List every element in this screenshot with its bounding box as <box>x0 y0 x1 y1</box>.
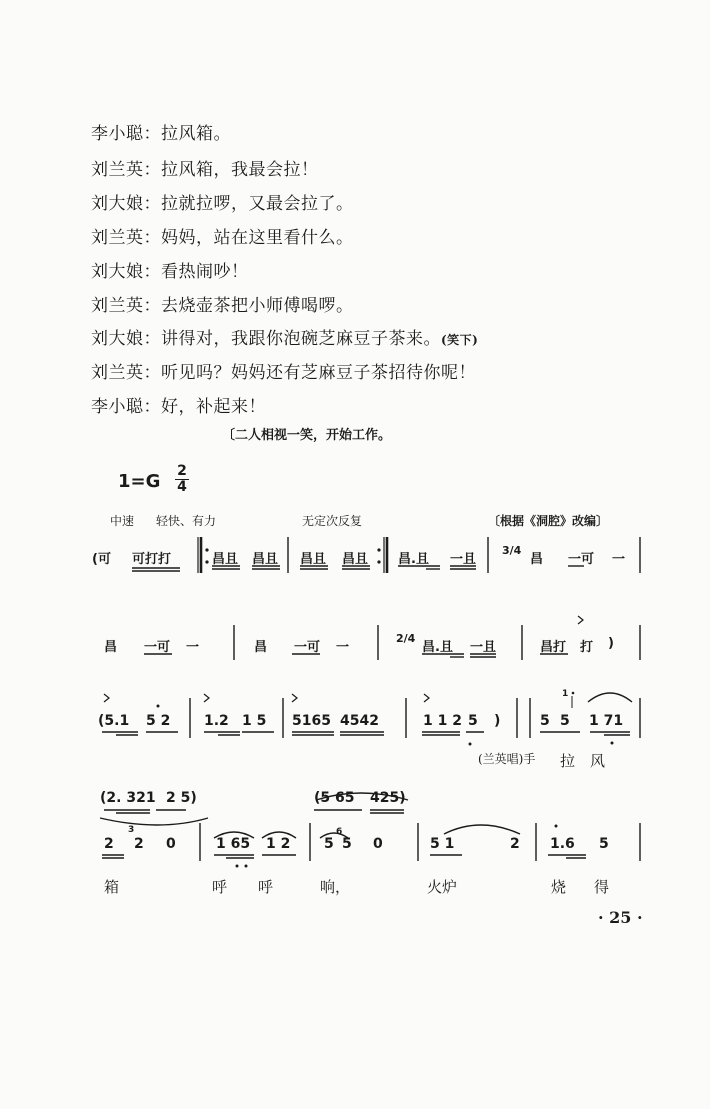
colon: ： <box>143 397 161 417</box>
speaker: 刘兰英 <box>91 160 144 180</box>
key-signature: 1=G <box>118 471 161 492</box>
svg-text:1: 1 <box>562 689 569 699</box>
notation-token: 5 1 <box>430 836 455 852</box>
notation-token: 5 2 <box>146 713 171 729</box>
source-note: 〔根据《洞腔》改编〕 <box>488 514 609 528</box>
notation-token: (5.1 <box>98 713 130 729</box>
notation-token: 1.6 <box>550 836 575 852</box>
accents-row-3 <box>104 692 632 746</box>
meter-change: 3/4 <box>502 544 522 557</box>
notation-token: 1.2 <box>204 713 229 729</box>
svg-text:3: 3 <box>128 825 135 835</box>
notation-token: 4542 <box>340 713 379 729</box>
speaker: 刘兰英 <box>91 228 144 248</box>
notation-token: (可 <box>92 552 111 567</box>
notation-token: 昌 <box>530 552 544 567</box>
colon: ： <box>143 160 161 180</box>
notation-token: (2. 321 <box>100 790 156 806</box>
notation-token: 2 <box>104 836 114 852</box>
notation-token: 一 <box>186 640 200 655</box>
notation-token: 1 65 <box>216 836 251 852</box>
underlines-row-2 <box>144 616 583 657</box>
lyric: 箱 <box>104 878 120 896</box>
speaker: 刘兰英 <box>91 363 144 383</box>
lyric: 呼 <box>212 878 228 896</box>
time-bottom: 4 <box>177 479 187 495</box>
notation-token: ) <box>494 713 501 729</box>
speaker: 刘大娘 <box>91 262 144 282</box>
notation-token: 5 <box>468 713 478 729</box>
speaker: 李小聪 <box>91 397 144 417</box>
speaker: 刘兰英 <box>91 296 144 316</box>
notation-token: 可打打 <box>132 552 172 567</box>
line-text: 讲得对，我跟你泡碗芝麻豆子茶来。 <box>161 329 441 349</box>
singer-note: (兰英唱)手 <box>478 752 536 766</box>
page-number: · 25 · <box>598 908 643 927</box>
line-text: 好，补起来！ <box>161 397 266 417</box>
lyric: 烧 <box>551 878 567 896</box>
notation-token: (5 65 <box>314 790 355 806</box>
notation-token: 昌且 <box>300 552 327 567</box>
notation-token: 昌且 <box>342 552 369 567</box>
speaker: 刘大娘 <box>91 194 144 214</box>
notation-token: 昌 <box>254 640 268 655</box>
lyric: 得 <box>594 878 610 896</box>
stage-direction: 〔二人相视一笑，开始工作。 <box>222 428 392 443</box>
notation-token: 5 <box>540 713 550 729</box>
speaker: 李小聪 <box>91 124 144 144</box>
lyric: 风 <box>590 752 606 770</box>
underlines-row-4 <box>102 825 586 868</box>
colon: ： <box>143 296 161 316</box>
svg-text:6: 6 <box>336 827 343 837</box>
notation-token: 昌且 <box>212 552 239 567</box>
notation-token: 5 <box>599 836 609 852</box>
notation-token: 昌打 <box>540 640 567 655</box>
notation-token: 一可 <box>294 640 321 655</box>
barlines-row-2 <box>234 625 640 660</box>
colon: ： <box>143 329 161 349</box>
notation-token: ) <box>608 636 614 651</box>
lyric: 火炉 <box>427 878 458 896</box>
notation-token: 一 <box>612 552 626 567</box>
lyric: 响， <box>320 878 351 896</box>
notation-token: 一 <box>336 640 350 655</box>
notation-token: 2 5) <box>166 790 197 806</box>
notation-token: 0 <box>373 836 383 852</box>
time-top: 2 <box>175 464 189 480</box>
colon: ： <box>143 228 161 248</box>
notation-token: 5 <box>560 713 570 729</box>
notation-token: 2 <box>510 836 520 852</box>
line-text: 去烧壶茶把小师傅喝啰。 <box>161 296 354 316</box>
line-text: 拉就拉啰，又最会拉了。 <box>161 194 354 214</box>
notation-token: 昌.且 <box>422 640 453 655</box>
meter-change: 2/4 <box>396 632 416 645</box>
colon: ： <box>143 363 161 383</box>
notation-token: 一可 <box>568 552 595 567</box>
notation-token: 2 <box>134 836 144 852</box>
notation-token: 1 5 <box>242 713 267 729</box>
grace-notes <box>128 689 568 837</box>
notation-token: 5 <box>342 836 352 852</box>
notation-token: 一且 <box>450 552 477 567</box>
speaker: 刘大娘 <box>91 329 144 349</box>
repeat-note: 无定次反复 <box>302 514 363 528</box>
expression-marking: 轻快、有力 <box>156 514 217 528</box>
tempo-marking: 中速 <box>110 514 135 528</box>
notation-token: 5 <box>324 836 334 852</box>
notation-token: 昌且 <box>252 552 279 567</box>
line-text: 看热闹吵！ <box>161 262 249 282</box>
stage-note: (笑下) <box>441 333 479 347</box>
line-text: 妈妈，站在这里看什么。 <box>161 228 354 248</box>
colon: ： <box>143 262 161 282</box>
colon: ： <box>143 124 161 144</box>
line-text: 拉风箱，我最会拉！ <box>161 160 319 180</box>
lyric: 拉 <box>560 752 576 770</box>
notation-token: 昌 <box>104 640 118 655</box>
underlines-row-4-upper <box>100 793 408 825</box>
barlines-row-1 <box>198 537 640 573</box>
notation-token: 昌.且 <box>398 552 429 567</box>
underlines-row-3 <box>102 732 630 735</box>
line-text: 听见吗？妈妈还有芝麻豆子茶招待你呢！ <box>161 363 476 383</box>
line-text: 拉风箱。 <box>161 124 231 144</box>
notation-token: 一可 <box>144 640 171 655</box>
notation-token: 5165 <box>292 713 331 729</box>
notation-token: 打 <box>580 640 594 655</box>
notation-token: 0 <box>166 836 176 852</box>
colon: ： <box>143 194 161 214</box>
notation-token: 425) <box>370 790 406 806</box>
notation-token: 一且 <box>470 640 497 655</box>
notation-token: 1 71 <box>589 713 624 729</box>
notation-token: 1 1 2 <box>423 713 462 729</box>
lyric: 呼 <box>258 878 274 896</box>
notation-token: 1 2 <box>266 836 291 852</box>
